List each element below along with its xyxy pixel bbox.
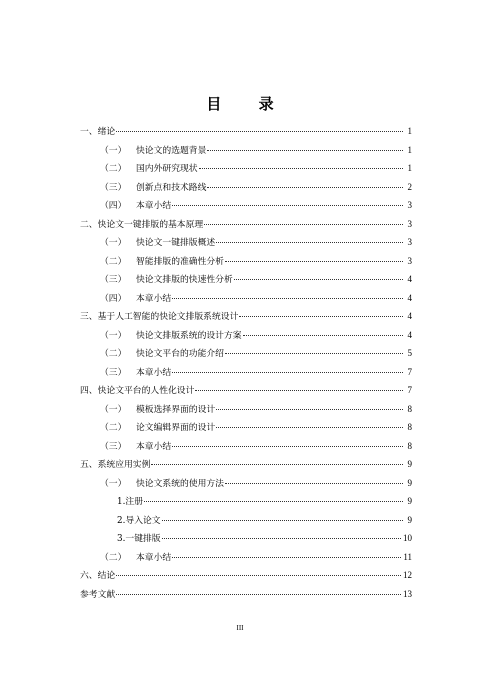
- toc-entry-label: [117, 530, 161, 549]
- toc-entry-page: 3: [407, 237, 412, 247]
- toc-leader-dots: [172, 557, 401, 558]
- toc-entry-label: [100, 290, 171, 309]
- toc-entry-number: 1.: [117, 497, 126, 507]
- toc-entry-label: [80, 586, 115, 605]
- toc-entry-title: 本章小结: [136, 552, 172, 563]
- toc-entry[interactable]: [80, 529, 412, 548]
- toc-entry-title: 快论文系统的使用方法: [136, 478, 224, 489]
- toc-entry[interactable]: [80, 566, 412, 585]
- toc-leader-dots: [172, 372, 403, 373]
- toc-entry[interactable]: [80, 289, 412, 308]
- toc-entry-label: [80, 308, 238, 327]
- toc-entry-number: （三）: [100, 367, 127, 378]
- toc-entry-label: [100, 197, 171, 216]
- toc-entry-page: 3: [407, 255, 412, 266]
- toc-entry-title: 本章小结: [136, 293, 172, 304]
- toc-leader-dots: [116, 575, 401, 576]
- toc-entry-label: [80, 567, 115, 586]
- toc-entry-title: 创新点和技术路线: [136, 182, 207, 193]
- toc-entry-page: 9: [407, 459, 412, 469]
- toc-entry-number: （一）: [100, 238, 127, 248]
- toc-entry-label: [100, 401, 215, 420]
- toc-entry-number: （一）: [100, 330, 127, 341]
- toc-entry-title: 本章小结: [136, 201, 172, 211]
- toc-entry-title: 导入论文: [125, 515, 161, 526]
- toc-entry-page: 9: [407, 496, 412, 506]
- toc-entry-title: 一键排版: [125, 534, 161, 544]
- toc-entry[interactable]: [80, 548, 412, 567]
- toc-entry-page: 9: [407, 477, 412, 488]
- toc-entry[interactable]: [80, 122, 412, 141]
- toc-entry-page: 2: [407, 181, 412, 192]
- toc-entry[interactable]: [80, 159, 412, 178]
- toc-entry[interactable]: [80, 585, 412, 604]
- toc-entry-number: （一）: [100, 145, 127, 156]
- toc-entry-label: [80, 123, 115, 142]
- toc-entry-title: 参考文献: [80, 589, 116, 600]
- toc-entry-number: （一）: [100, 478, 127, 489]
- toc-entry-title: 国内外研究现状: [136, 164, 198, 174]
- toc-entry-number: （二）: [100, 423, 127, 433]
- page-title: 目 录: [206, 95, 290, 113]
- toc-entry[interactable]: [80, 178, 412, 197]
- toc-entry-number: （四）: [100, 293, 127, 304]
- toc-entry[interactable]: [80, 215, 412, 234]
- toc-entry-page: 4: [407, 311, 412, 321]
- toc-entry-label: [80, 382, 194, 401]
- toc-entry-number: （三）: [100, 275, 127, 285]
- toc-entry-label: [100, 475, 224, 494]
- toc-entry-number: （二）: [100, 164, 127, 174]
- toc-entry-page: 3: [407, 218, 412, 229]
- toc-entry-title: 本章小结: [136, 441, 172, 452]
- toc-entry[interactable]: [80, 400, 412, 419]
- toc-entry-label: [100, 549, 171, 568]
- toc-leader-dots: [204, 224, 403, 225]
- toc-entry-title: 论文编辑界面的设计: [136, 423, 216, 433]
- toc-entry-page: 9: [407, 514, 412, 525]
- toc-entry-label: [100, 271, 233, 290]
- toc-leader-dots: [151, 464, 403, 465]
- toc-entry-number: 二、: [80, 219, 98, 230]
- toc-leader-dots: [172, 205, 403, 206]
- toc-entry[interactable]: [80, 233, 412, 252]
- toc-entry-number: （三）: [100, 182, 127, 193]
- toc-entry-page: 4: [407, 292, 412, 303]
- toc-entry[interactable]: [80, 141, 412, 160]
- toc-entry-label: [100, 179, 206, 198]
- toc-leader-dots: [216, 242, 403, 243]
- toc-entry-number: （四）: [100, 201, 127, 211]
- page-number: III: [236, 624, 244, 632]
- toc-leader-dots: [162, 538, 401, 539]
- toc-entry-page: 5: [407, 348, 412, 358]
- toc-entry-title: 绪论: [97, 127, 116, 137]
- toc-entry-title: 快论文平台的功能介绍: [136, 349, 224, 359]
- toc-leader-dots: [225, 353, 403, 354]
- toc-entry-label: [117, 493, 143, 512]
- toc-leader-dots: [172, 298, 403, 299]
- toc-entry-number: 三、: [80, 312, 98, 322]
- toc-entry[interactable]: [80, 418, 412, 437]
- toc-entry[interactable]: [80, 511, 412, 530]
- toc-entry[interactable]: [80, 381, 412, 400]
- toc-entry-number: 五、: [80, 460, 98, 470]
- toc-entry-number: 3.: [117, 534, 126, 544]
- toc-leader-dots: [144, 501, 403, 502]
- toc-leader-dots: [234, 279, 403, 280]
- toc-entry-number: （二）: [100, 552, 127, 563]
- toc-entry-label: [100, 419, 215, 438]
- toc-entry-page: 4: [407, 274, 412, 284]
- toc-leader-dots: [116, 131, 403, 132]
- toc-entry-page: 10: [403, 533, 412, 543]
- toc-entry-page: 11: [403, 551, 412, 562]
- toc-entry-page: 4: [407, 329, 412, 340]
- toc-entry[interactable]: [80, 326, 412, 345]
- toc-entry-page: 7: [407, 366, 412, 377]
- toc-leader-dots: [243, 335, 403, 336]
- toc-entry-label: [100, 160, 198, 179]
- toc-leader-dots: [195, 390, 403, 391]
- toc-entry-number: （二）: [100, 256, 127, 267]
- toc-entry[interactable]: [80, 437, 412, 456]
- toc-entry-page: 1: [407, 126, 412, 136]
- toc-entry[interactable]: [80, 307, 412, 326]
- toc-leader-dots: [216, 427, 403, 428]
- toc-entry-number: （二）: [100, 349, 127, 359]
- toc-entry-page: 8: [407, 422, 412, 432]
- toc-entry[interactable]: [80, 270, 412, 289]
- toc-entry-title: 快论文一键排版的基本原理: [97, 219, 204, 230]
- toc-entry-number: 2.: [117, 515, 126, 526]
- toc-entry[interactable]: [80, 196, 412, 215]
- toc-entry-title: 结论: [97, 571, 116, 581]
- toc-entry-label: [100, 438, 171, 457]
- toc-entry-title: 快论文排版的快速性分析: [136, 275, 233, 285]
- toc-entry-page: 8: [407, 403, 412, 414]
- toc-entry-title: 系统应用实例: [97, 460, 151, 470]
- toc-entry[interactable]: [80, 455, 412, 474]
- toc-entry-page: 7: [407, 385, 412, 395]
- toc-entry-title: 快论文的选题背景: [136, 145, 207, 156]
- toc-entry-title: 本章小结: [136, 367, 172, 378]
- toc-entry-label: [100, 253, 224, 272]
- toc-leader-dots: [207, 187, 403, 188]
- toc-entry[interactable]: [80, 474, 412, 493]
- toc-entry-number: （一）: [100, 404, 127, 415]
- toc-leader-dots: [225, 483, 403, 484]
- toc-leader-dots: [225, 261, 403, 262]
- toc-entry[interactable]: [80, 344, 412, 363]
- toc-entry-label: [100, 234, 215, 253]
- toc-entry-label: [100, 345, 224, 364]
- toc-entry-page: 3: [407, 200, 412, 210]
- toc-entry-page: 12: [403, 570, 412, 580]
- toc-entry[interactable]: [80, 363, 412, 382]
- toc-entry-number: （三）: [100, 441, 127, 452]
- toc-entry-page: 13: [403, 588, 412, 599]
- toc-entry-label: [80, 216, 203, 235]
- toc-leader-dots: [239, 316, 403, 317]
- toc-entry-title: 快论文平台的人性化设计: [97, 386, 195, 396]
- toc-entry-label: [117, 512, 161, 531]
- toc-leader-dots: [116, 594, 401, 595]
- toc-entry-label: [100, 327, 242, 346]
- toc-leader-dots: [162, 520, 403, 521]
- toc-entry-number: 六、: [80, 571, 98, 581]
- toc-entry-number: 四、: [80, 386, 98, 396]
- toc-entry-title: 注册: [125, 497, 144, 507]
- toc-entry-label: [100, 142, 206, 161]
- toc-entry-title: 智能排版的准确性分析: [136, 256, 224, 267]
- toc-entry[interactable]: [80, 252, 412, 271]
- toc-entry-label: [80, 456, 150, 475]
- toc-leader-dots: [172, 446, 403, 447]
- toc-leader-dots: [207, 150, 403, 151]
- toc-entry[interactable]: [80, 492, 412, 511]
- toc-entry-title: 模板选择界面的设计: [136, 404, 216, 415]
- toc-entry-page: 1: [407, 144, 412, 155]
- toc-entry-label: [100, 364, 171, 383]
- toc-leader-dots: [199, 168, 403, 169]
- toc-entry-page: 1: [407, 163, 412, 173]
- toc-entry-page: 8: [407, 440, 412, 451]
- table-of-contents: [80, 122, 412, 603]
- toc-entry-title: 快论文一键排版概述: [136, 238, 216, 248]
- toc-leader-dots: [216, 409, 403, 410]
- toc-entry-title: 基于人工智能的快论文排版系统设计: [97, 312, 239, 322]
- toc-entry-title: 快论文排版系统的设计方案: [136, 330, 242, 341]
- toc-entry-number: 一、: [80, 127, 98, 137]
